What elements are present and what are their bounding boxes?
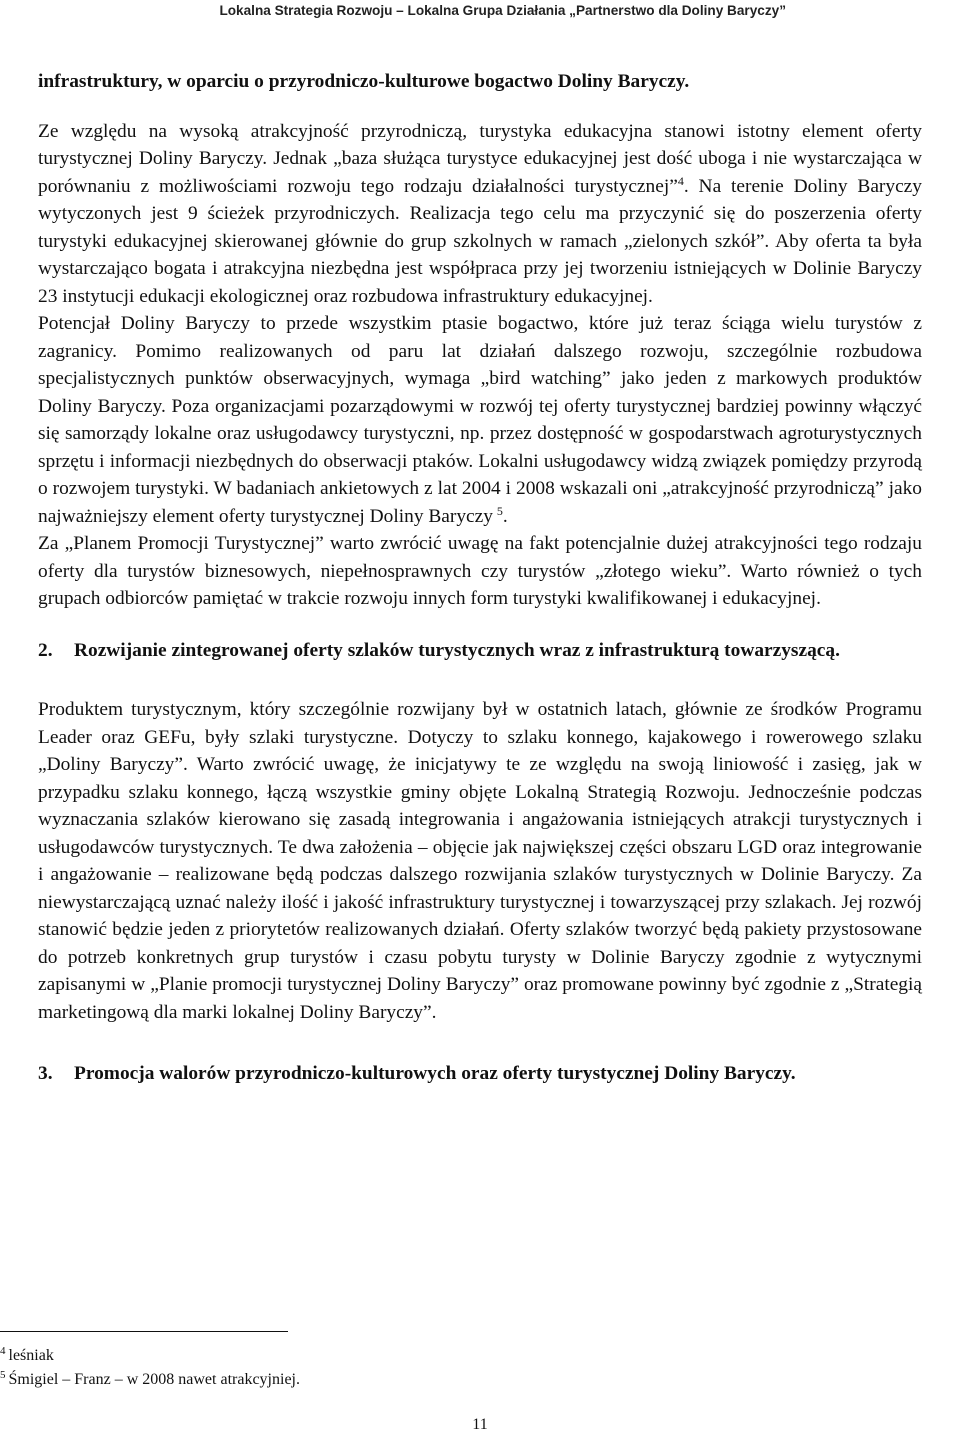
footnotes (0, 1344, 300, 1392)
footnote-text: leśniak (8, 1347, 54, 1364)
continued-heading-fragment: infrastruktury, w oparciu o przyrodniczo-kulturowe bogactwo Doliny Baryczy. (38, 71, 690, 92)
section-title: Rozwijanie zintegrowanej oferty szlaków turystycznych wraz z infrastrukturą towarzyszącą. (74, 639, 840, 661)
paragraph-text: . (502, 505, 508, 527)
main-text (38, 68, 922, 1120)
paragraph-trails: Produktem turystycznym, który szczególnie rozwijany był w ostatnich latach, głównie ze środków Programu Leader oraz GEFu, były szlaki turystyczne. Dotyczy to szlaku konnego, kajakowego i rowerowego szlaku „Doliny Baryczy”. Warto zwrócić uwagę, że inicjatywy te ze względu na swoją liniowość i zasięg, jak w przypadku szlaku konnego, łączą wszystkie gminy objęte Lokalną Strategią Rozwoju. Jednocześnie podczas wyznaczania szlaków kierowano się zasadą integrowania i angażowania istniejących atrakcji turystycznych i usługodawców turystycznych. Te dwa założenia – objęcie jak największej części obszaru LGD oraz integrowanie i angażowanie – realizowane będą podczas dalszego rozwijania szlaków turystycznych w Dolinie Baryczy. Za niewystarczającą uznać należy ilość i jakość infrastruktury turystycznej i towarzyszącej przy szlakach. Jej rozwój stanowić będzie jeden z priorytetów realizowanych działań. Oferty szlaków tworzyć będą pakiety przystosowane do potrzeb konkretnych grup turystów i czasu pobytu turysty w Dolinie Baryczy zgodnie z wytycznymi zapisanymi w „Planie promocji turystycznej Doliny Baryczy” oraz promowane powinny być zgodnie z „Strategią marketingową dla marki lokalnej Doliny Baryczy”. (38, 699, 922, 1023)
paragraph-text: . Na terenie Doliny Baryczy wytyczonych jest 9 ścieżek przyrodniczych. Realizacja tego celu ma przyczynić się do poszerzenia oferty turystyki edukacyjnej skierowanej głównie do grup szkolnych w ramach „zielonych szkół”. Aby oferta ta była wystarczająco bogata i atrakcyjna niezbędna jest współpraca przy jej tworzeniu istniejących w Dolinie Baryczy 23 instytucji edukacji ekologicznej oraz rozbudowa infrastruktury edukacyjnej. (38, 175, 922, 307)
running-header: Lokalna Strategia Rozwoju – Lokalna Grupa Działania „Partnerstwo dla Doliny Baryczy” (219, 3, 786, 18)
section-number: 2. (38, 639, 53, 661)
footnote-text: Śmigiel – Franz – w 2008 nawet atrakcyjniej. (8, 1371, 300, 1388)
footnote-item (0, 1368, 300, 1392)
section-heading-3 (38, 1060, 922, 1088)
page-number: 11 (472, 1416, 488, 1433)
section-number: 3. (38, 1063, 53, 1084)
footnote-separator (0, 1331, 288, 1332)
paragraph-bird-watching (38, 310, 922, 530)
footnote-ref[interactable]: 5 (496, 503, 503, 518)
footnote-item (0, 1344, 300, 1368)
paragraph-text: Ze względu na wysoką atrakcyjność przyrodniczą, turystyka edukacyjna stanowi istotny element oferty turystycznej Doliny Baryczy. Jednak „baza służąca turystyce edukacyjnej jest dość uboga i nie wystarczająca w porównaniu z możliwościami rozwoju tego rodzaju działalności turystycznej” (38, 120, 922, 197)
paragraph-text: Potencjał Doliny Baryczy to przede wszystkim ptasie bogactwo, które już teraz ściąga wielu turystów z zagranicy. Pomimo realizowanych od paru lat działań dalszego rozwoju, szczególnie rozbudowa specjalistycznych punktów obserwacyjnych, wymaga „bird watching” jako jeden z markowych produktów Doliny Baryczy. Poza organizacjami pozarządowymi w rozwój tej oferty turystycznej bardziej powinny włączyć się samorządy lokalne oraz usługodawcy turystyczni, np. przez dostępność w gospodarstwach agroturystycznych sprzętu i informacji niezbędnych do obserwacji ptaków. Lokalni usługodawcy widzą związek pomiędzy przyrodą o rozwojem turystyki. W badaniach ankietowych z lat 2004 i 2008 wskazali oni „atrakcyjność przyrodniczą” jako najważniejszy element oferty turystycznej Doliny Baryczy (38, 313, 922, 527)
footnote-number: 5 (0, 1369, 6, 1381)
paragraph-promotion-plan: Za „Planem Promocji Turystycznej” warto zwrócić uwagę na fakt potencjalnie dużej atrakcyjności tego rodzaju oferty dla turystów biznesowych, niepełnosprawnych czy turystów „złotego wieku”. Warto również o tych grupach odbiorców pamiętać w trakcie rozwoju innych form turystyki kwalifikowanej i edukacyjnej. (38, 533, 922, 609)
footnote-ref[interactable]: 4 (677, 173, 684, 188)
section-heading-2 (38, 637, 922, 665)
footnote-number: 4 (0, 1345, 6, 1357)
section-title: Promocja walorów przyrodniczo-kulturowych oraz oferty turystycznej Doliny Baryczy. (74, 1063, 796, 1084)
paragraph-educational-tourism (38, 118, 922, 311)
